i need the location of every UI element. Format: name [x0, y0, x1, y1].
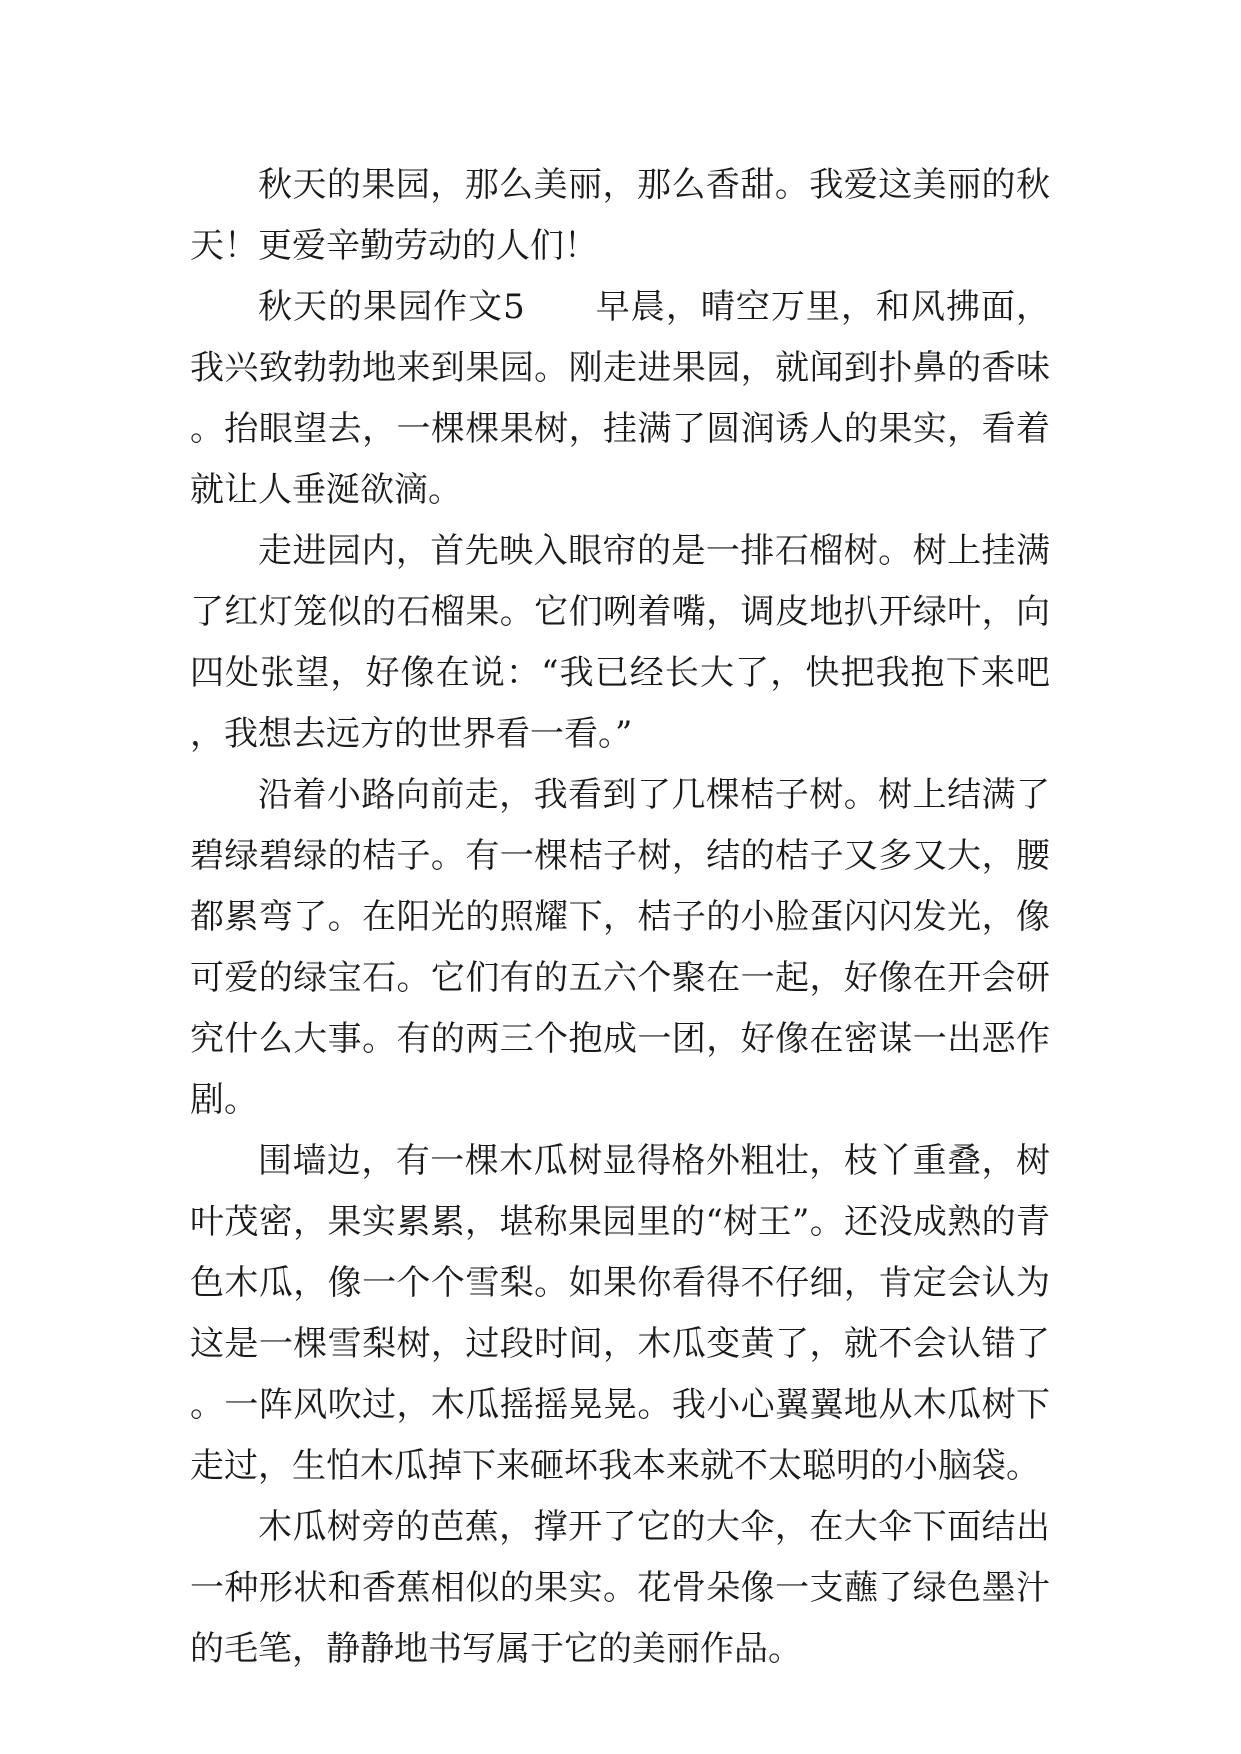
document-body [190, 155, 1050, 1680]
paragraph-4: 沿着小路向前走，我看到了几棵桔子树。树上结满了碧绿碧绿的桔子。有一棵桔子树，结的桔子又多又大，腰都累弯了。在阳光的照耀下，桔子的小脸蛋闪闪发光，像可爱的绿宝石。它们有的五六个聚在一起，好像在开会研究什么大事。有的两三个抱成一团，好像在密谋一出恶作剧。 [190, 775, 1050, 1120]
paragraph-6: 木瓜树旁的芭蕉，撑开了它的大伞，在大伞下面结出一种形状和香蕉相似的果实。花骨朵像一支蘸了绿色墨汁的毛笔，静静地书写属于它的美丽作品。 [190, 1507, 1050, 1669]
paragraph-3: 走进园内，首先映入眼帘的是一排石榴树。树上挂满了红灯笼似的石榴果。它们咧着嘴，调皮地扒开绿叶，向四处张望，好像在说：“我已经长大了，快把我抱下来吧，我想去远方的世界看一看。” [190, 531, 1050, 754]
paragraph-5: 围墙边，有一棵木瓜树显得格外粗壮，枝丫重叠，树叶茂密，果实累累，堪称果园里的“树王”。还没成熟的青色木瓜，像一个个雪梨。如果你看得不仔细，肯定会认为这是一棵雪梨树，过段时间，木瓜变黄了，就不会认错了。一阵风吹过，木瓜摇摇晃晃。我小心翼翼地从木瓜树下走过，生怕木瓜掉下来砸坏我本来就不太聪明的小脑袋。 [190, 1141, 1050, 1486]
paragraph-2: 秋天的果园作文5 早晨，晴空万里，和风拂面，我兴致勃勃地来到果园。刚走进果园，就闻到扑鼻的香味。抬眼望去，一棵棵果树，挂满了圆润诱人的果实，看着就让人垂涎欲滴。 [190, 287, 1050, 510]
paragraph-1: 秋天的果园，那么美丽，那么香甜。我爱这美丽的秋天！更爱辛勤劳动的人们！ [190, 165, 1050, 266]
